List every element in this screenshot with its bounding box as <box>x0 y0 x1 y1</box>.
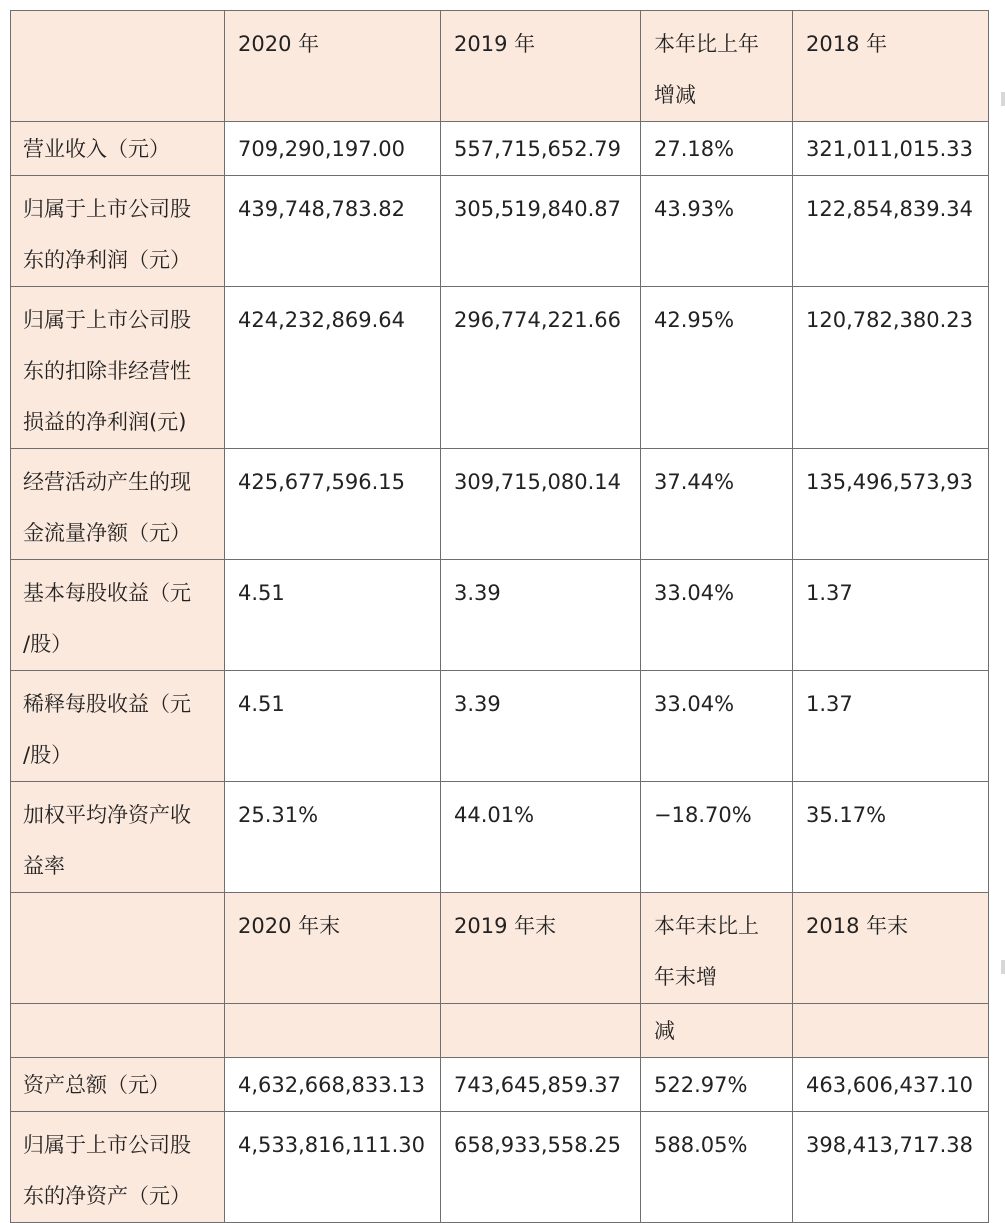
table-cell: 588.05% <box>641 1112 793 1223</box>
table-row <box>11 671 989 782</box>
table-cell: 122,854,839.34 <box>793 176 989 287</box>
table-cell: 305,519,840.87 <box>441 176 641 287</box>
table-row <box>11 122 989 176</box>
row-label: 营业收入（元） <box>11 122 225 176</box>
row-label: 经营活动产生的现 金流量净额（元） <box>11 449 225 560</box>
table-header-row <box>11 1004 989 1058</box>
row-label: 资产总额（元） <box>11 1058 225 1112</box>
table-cell: 33.04% <box>641 671 793 782</box>
table-cell: 658,933,558.25 <box>441 1112 641 1223</box>
header-cell-2018-end: 2018 年末 <box>793 893 989 1004</box>
table-cell: 37.44% <box>641 449 793 560</box>
table-header-row <box>11 893 989 1004</box>
row-label: 稀释每股收益（元 /股） <box>11 671 225 782</box>
table-cell: 1.37 <box>793 671 989 782</box>
table-cell: 463,606,437.10 <box>793 1058 989 1112</box>
table-cell: 296,774,221.66 <box>441 287 641 449</box>
table-cell: 4,533,816,111.30 <box>225 1112 441 1223</box>
table-row <box>11 176 989 287</box>
table-cell: 425,677,596.15 <box>225 449 441 560</box>
header-cell-2020-end: 2020 年末 <box>225 893 441 1004</box>
table-cell: −18.70% <box>641 782 793 893</box>
table-row <box>11 287 989 449</box>
header-cell-yoy-change-end: 本年末比上 年末增 <box>641 893 793 1004</box>
table-cell: 35.17% <box>793 782 989 893</box>
table-cell: 439,748,783.82 <box>225 176 441 287</box>
table-cell: 557,715,652.79 <box>441 122 641 176</box>
table-cell: 135,496,573,93 <box>793 449 989 560</box>
table-cell: 27.18% <box>641 122 793 176</box>
row-label: 基本每股收益（元 /股） <box>11 560 225 671</box>
row-label: 归属于上市公司股 东的扣除非经营性 损益的净利润(元) <box>11 287 225 449</box>
table-cell: 522.97% <box>641 1058 793 1112</box>
table-cell: 120,782,380.23 <box>793 287 989 449</box>
header-cell-2019-end: 2019 年末 <box>441 893 641 1004</box>
table-cell: 33.04% <box>641 560 793 671</box>
table-cell: 44.01% <box>441 782 641 893</box>
financial-summary-table <box>10 10 989 1223</box>
header-cell-empty <box>11 11 225 122</box>
table-cell: 4,632,668,833.13 <box>225 1058 441 1112</box>
table-cell: 4.51 <box>225 560 441 671</box>
table-cell: 321,011,015.33 <box>793 122 989 176</box>
table-cell: 1.37 <box>793 560 989 671</box>
table-row <box>11 560 989 671</box>
table-row <box>11 782 989 893</box>
header-cell-continuation: 减 <box>641 1004 793 1058</box>
table-cell: 42.95% <box>641 287 793 449</box>
table-cell: 398,413,717.38 <box>793 1112 989 1223</box>
row-label: 加权平均净资产收 益率 <box>11 782 225 893</box>
edge-mark <box>1001 92 1005 106</box>
edge-mark <box>1001 960 1005 974</box>
header-cell-yoy-change: 本年比上年 增减 <box>641 11 793 122</box>
header-cell-empty <box>11 1004 225 1058</box>
header-cell-empty <box>11 893 225 1004</box>
table-cell: 309,715,080.14 <box>441 449 641 560</box>
table-row <box>11 1112 989 1223</box>
table-row <box>11 1058 989 1112</box>
header-cell-2020: 2020 年 <box>225 11 441 122</box>
table-header-row <box>11 11 989 122</box>
financial-summary-table-wrapper <box>10 10 988 1223</box>
table-cell: 4.51 <box>225 671 441 782</box>
header-cell-empty <box>793 1004 989 1058</box>
header-cell-empty <box>441 1004 641 1058</box>
header-cell-empty <box>225 1004 441 1058</box>
table-cell: 25.31% <box>225 782 441 893</box>
table-cell: 3.39 <box>441 671 641 782</box>
row-label: 归属于上市公司股 东的净利润（元） <box>11 176 225 287</box>
header-cell-2019: 2019 年 <box>441 11 641 122</box>
row-label: 归属于上市公司股 东的净资产（元） <box>11 1112 225 1223</box>
table-cell: 743,645,859.37 <box>441 1058 641 1112</box>
table-cell: 3.39 <box>441 560 641 671</box>
header-cell-2018: 2018 年 <box>793 11 989 122</box>
table-row <box>11 449 989 560</box>
table-cell: 709,290,197.00 <box>225 122 441 176</box>
table-cell: 43.93% <box>641 176 793 287</box>
table-cell: 424,232,869.64 <box>225 287 441 449</box>
